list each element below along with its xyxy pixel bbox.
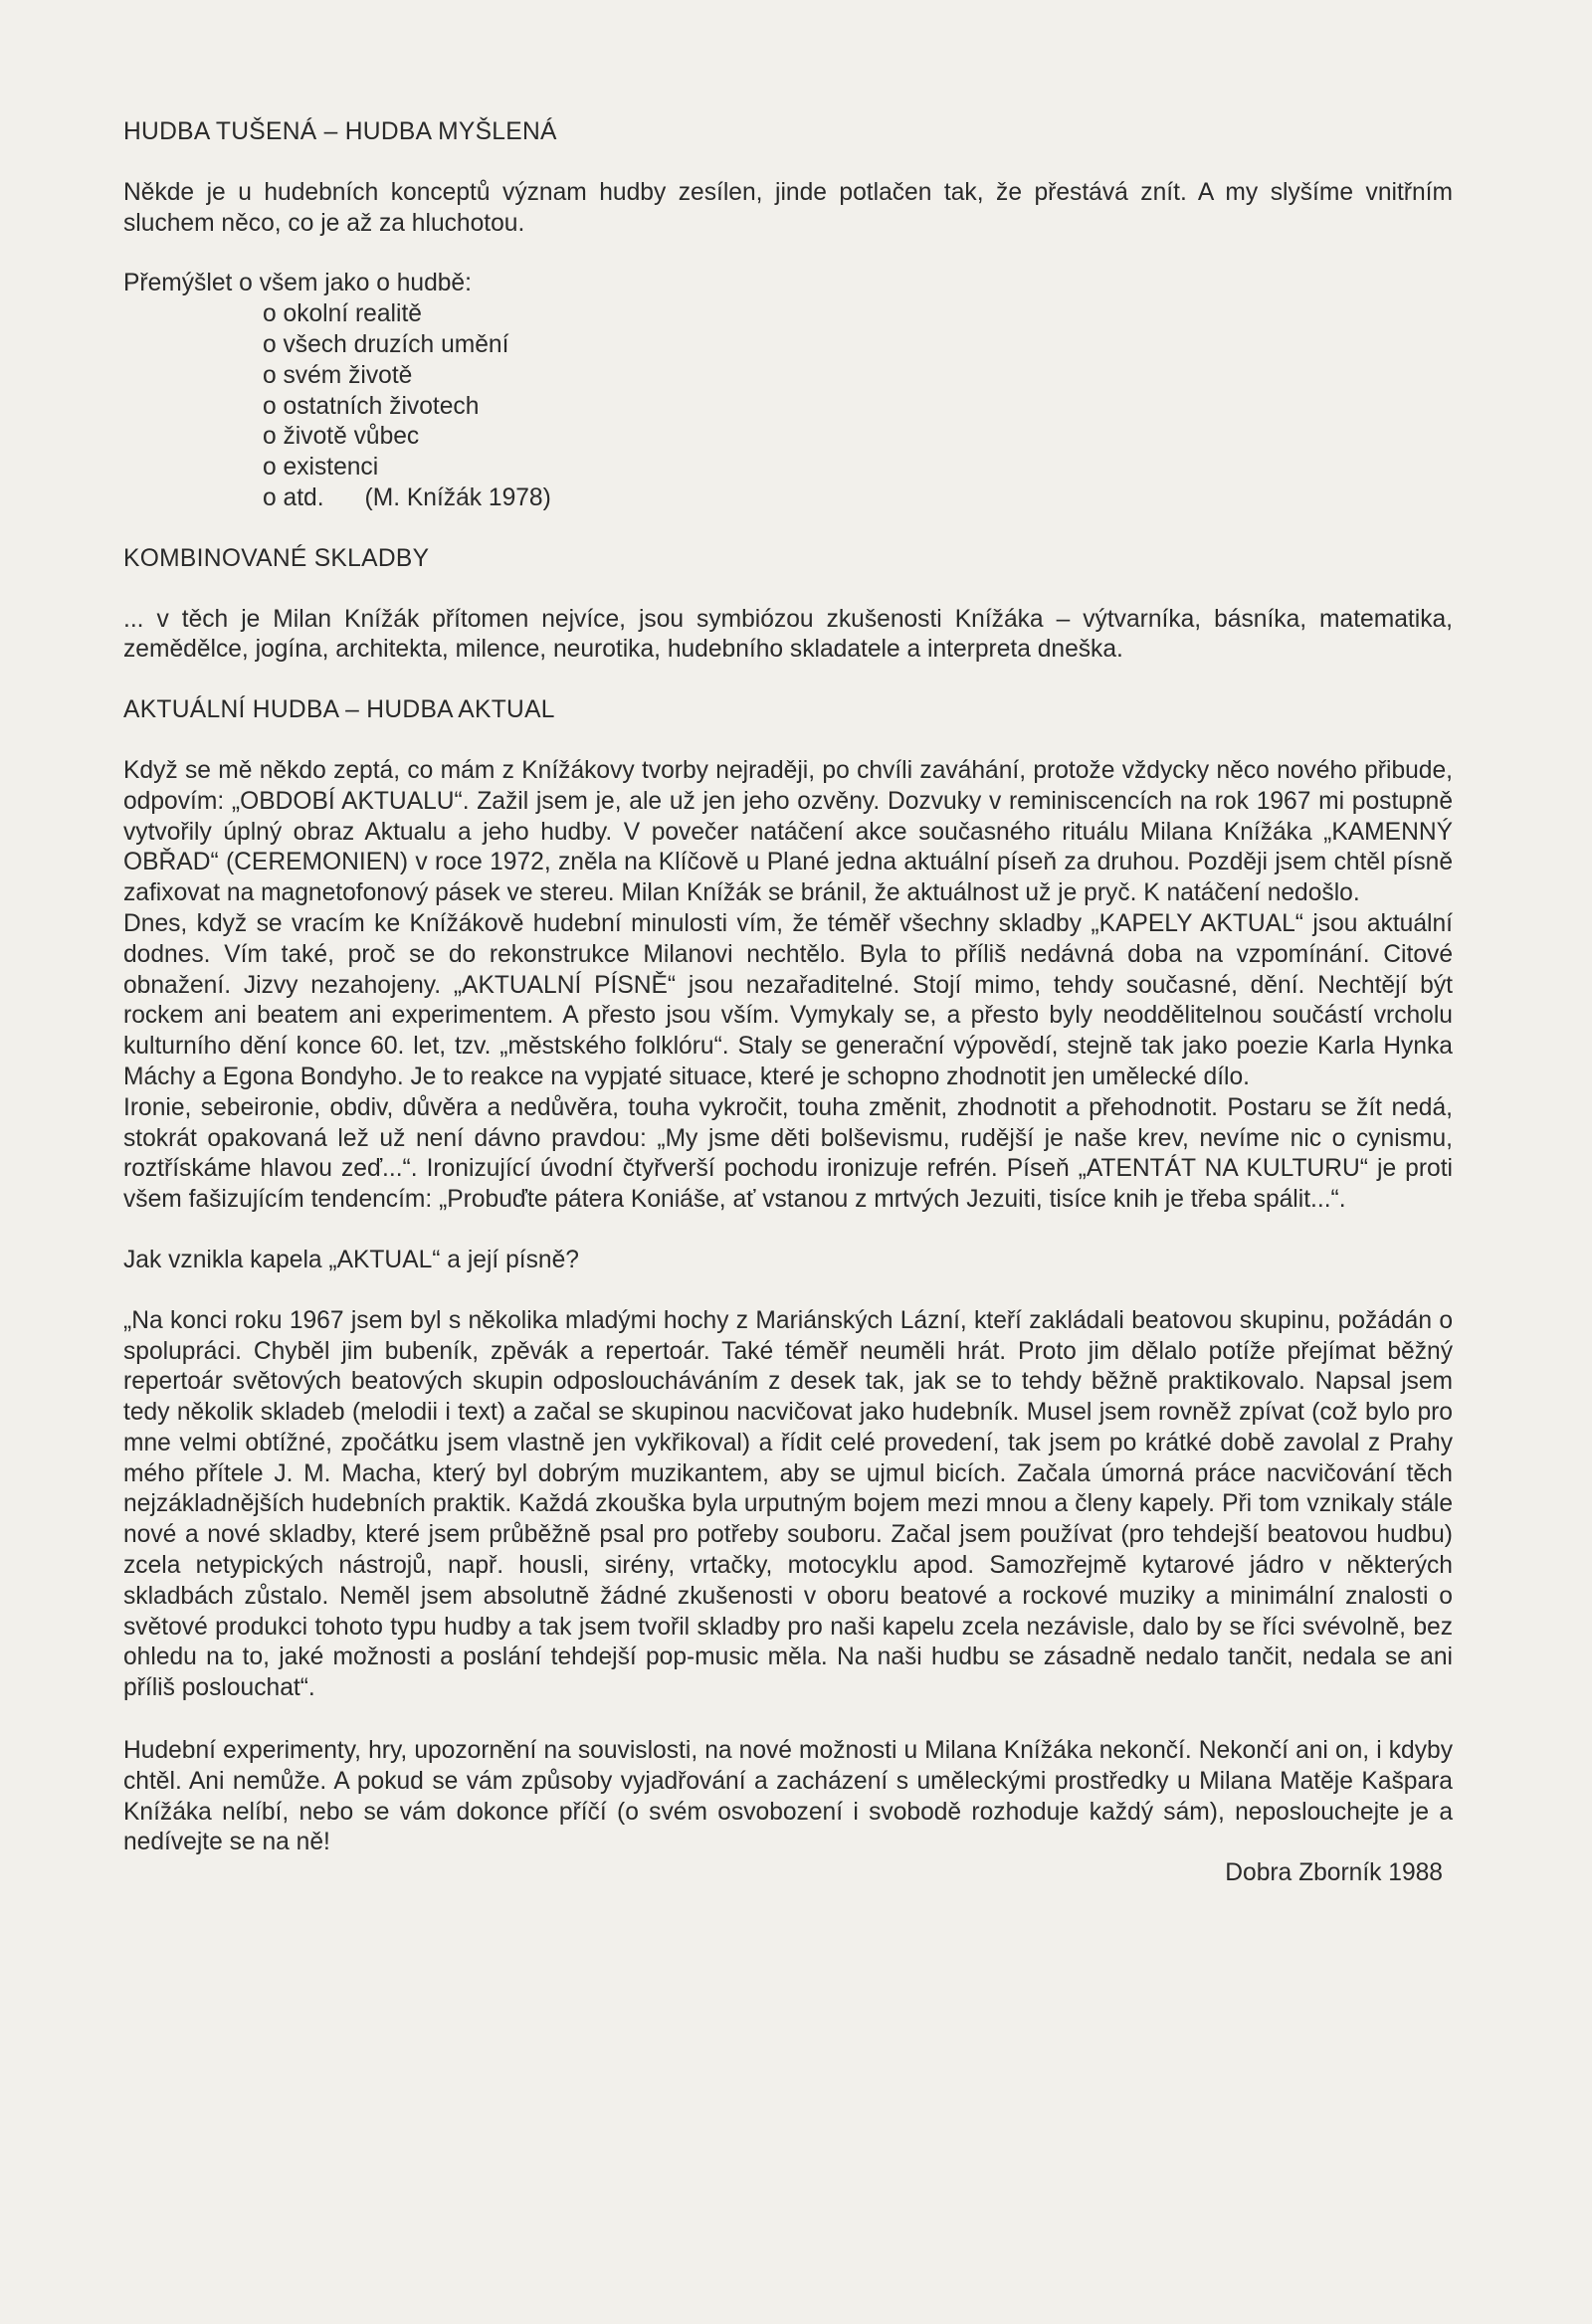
- paragraph-intro: Někde je u hudebních konceptů význam hudby zesílen, jinde potlačen tak, že přestává znít. A my slyšíme vnitřním sluchem něco, co je až za hluchotou.: [123, 178, 1453, 237]
- list-item: o ostatních životech: [263, 392, 480, 420]
- paragraph-quote: „Na konci roku 1967 jsem byl s několika mladými hochy z Mariánských Lázní, kteří zakládali beatovou skupinu, požádán o spolupráci. Chyběl jim bubeník, zpěvák a repertoár. Také téměř neuměli hrát. Proto jim dělalo potíže přejímat běžný repertoár světových beatových skupin odposloucháváním z desek tak, jak se to tehdy běžně praktikovalo. Napsal jsem tedy několik skladeb (melodii i text) a začal se skupinou nacvičovat jako hudebník. Musel jsem rovněž zpívat (což bylo pro mne velmi obtížné, zpočátku jsem vlastně jen vykřikoval) a řídit celé provedení, tak jsem po krátké době zavolal z Prahy mého přítele J. M. Macha, který byl dobrým muzikantem, aby se ujmul bicích. Začala úmorná práce nacvičování těch nejzákladnějších hudebních praktik. Každá zkouška byla urputným bojem mezi mnou a členy kapely. Při tom vznikaly stále nové a nové skladby, které jsem průběžně psal pro potřeby souboru. Začal jsem používat (pro tehdejší beatovou hudbu) zcela netypických nástrojů, např. housli, sirény, vrtačky, motocyklu apod. Samozřejmě kytarové jádro v některých skladbách zůstalo. Neměl jsem absolutně žádné zkušenosti v oboru beatové a rockové muziky a minimální znalosti o světové produkci tohoto typu hudby a tak jsem tvořil skladby pro naši kapelu zcela nezávisle, dalo by se říci svévolně, bez ohledu na to, jaké možnosti a poslání tehdejší pop-music měla. Na naši hudbu se zásadně nedalo tančit, nedala se ani příliš poslouchat“.: [123, 1306, 1453, 1702]
- list-item: o životě vůbec: [263, 423, 420, 451]
- document-page: [123, 117, 1453, 1889]
- list-item: o svém životě: [263, 361, 413, 389]
- paragraph-premyslet: Přemýšlet o všem jako o hudbě:: [123, 270, 472, 297]
- paragraph-closing: Hudební experimenty, hry, upozornění na souvislosti, na nové možnosti u Milana Knížáka nekončí. Nekončí ani on, i kdyby chtěl. Ani nemůže. A pokud se vám způsoby vyjadřování a zacházení s uměleckými prostředky u Milana Matěje Kašpara Knížáka nelíbí, nebo se vám dokonce příčí (o svém osvobození i svobodě rozhoduje každý sám), neposlouchejte je a nedívejte se na ně!: [123, 1737, 1453, 1856]
- paragraph-dnes: Dnes, když se vracím ke Knížákově hudební minulosti vím, že téměř všechny skladby „KAPELY AKTUAL“ jsou aktuální dodnes. Vím také, proč se do rekonstrukce Milanovi nechtělo. Byla to příliš nedávná doba na vzpomínání. Citové obnažení. Jizvy nezahojeny. „AKTUALNÍ PÍSNĚ“ jsou nezařaditelné. Stojí mimo, tehdy současné, dění. Nechtějí být rockem ani beatem ani experimentem. A přesto jsou vším. Vymykaly se, a přesto byly neoddělitelnou součástí vrcholu kulturního dění konce 60. let, tzv. „městského folklóru“. Staly se generační výpovědí, stejně tak jako poezie Karla Hynka Máchy a Egona Bondyho. Je to reakce na vypjaté situace, které je schopno zhodnotit jen umělecké dílo.: [123, 909, 1453, 1090]
- heading-kombinovane-skladby: KOMBINOVANÉ SKLADBY: [123, 544, 430, 572]
- heading-hudba-tusena: HUDBA TUŠENÁ – HUDBA MYŠLENÁ: [123, 118, 557, 145]
- list-item: o všech druzích umění: [263, 330, 509, 358]
- thought-list: [263, 299, 1453, 514]
- paragraph-obdobi-aktualu: Když se mě někdo zeptá, co mám z Knížákovy tvorby nejraději, po chvíli zaváhání, protože vždycky něco nového přibude, odpovím: „OBDOBÍ AKTUALU“. Zažil jsem je, ale už jen jeho ozvěny. Dozvuky v reminiscencích na rok 1967 mi postupně vytvořily úplný obraz Aktualu a jeho hudby. V povečer natáčení akce současného rituálu Milana Knížáka „KAMENNÝ OBŘAD“ (CEREMONIEN) v roce 1972, zněla na Klíčově u Plané jedna aktuální píseň za druhou. Později jsem chtěl písně zafixovat na magnetofonový pásek ve stereu. Milan Knížák se bránil, že aktuálnost už je pryč. K natáčení nedošlo.: [123, 756, 1453, 907]
- list-item: o existenci: [263, 454, 379, 482]
- paragraph-kombinovane: ... v těch je Milan Knížák přítomen nejvíce, jsou symbiózou zkušenosti Knížáka – výtvarníka, básníka, matematika, zemědělce, jogína, architekta, milence, neurotika, hudebního skladatele a interpreta dneška.: [123, 605, 1453, 664]
- author-signature: Dobra Zborník 1988: [1225, 1859, 1443, 1887]
- question-heading: Jak vznikla kapela „AKTUAL“ a její písně?: [123, 1246, 579, 1273]
- list-item: o atd. (M. Knížák 1978): [263, 484, 551, 511]
- list-item: o okolní realitě: [263, 300, 422, 328]
- heading-aktualni-hudba: AKTUÁLNÍ HUDBA – HUDBA AKTUAL: [123, 696, 555, 724]
- paragraph-ironie: Ironie, sebeironie, obdiv, důvěra a nedůvěra, touha vykročit, touha změnit, zhodnotit a přehodnotit. Postaru se žít nedá, stokrát opakovaná lež už není dávno pravdou: „My jsme děti bolševismu, rudější je naše krev, nevíme nic o cynismu, roztřískáme hlavou zeď...“. Ironizující úvodní čtyřverší pochodu ironizuje refrén. Píseň „ATENTÁT NA KULTURU“ je proti všem fašizujícím tendencím: „Probuďte pátera Koniáše, ať vstanou z mrtvých Jezuiti, tisíce knih je třeba spálit...“.: [123, 1093, 1453, 1214]
